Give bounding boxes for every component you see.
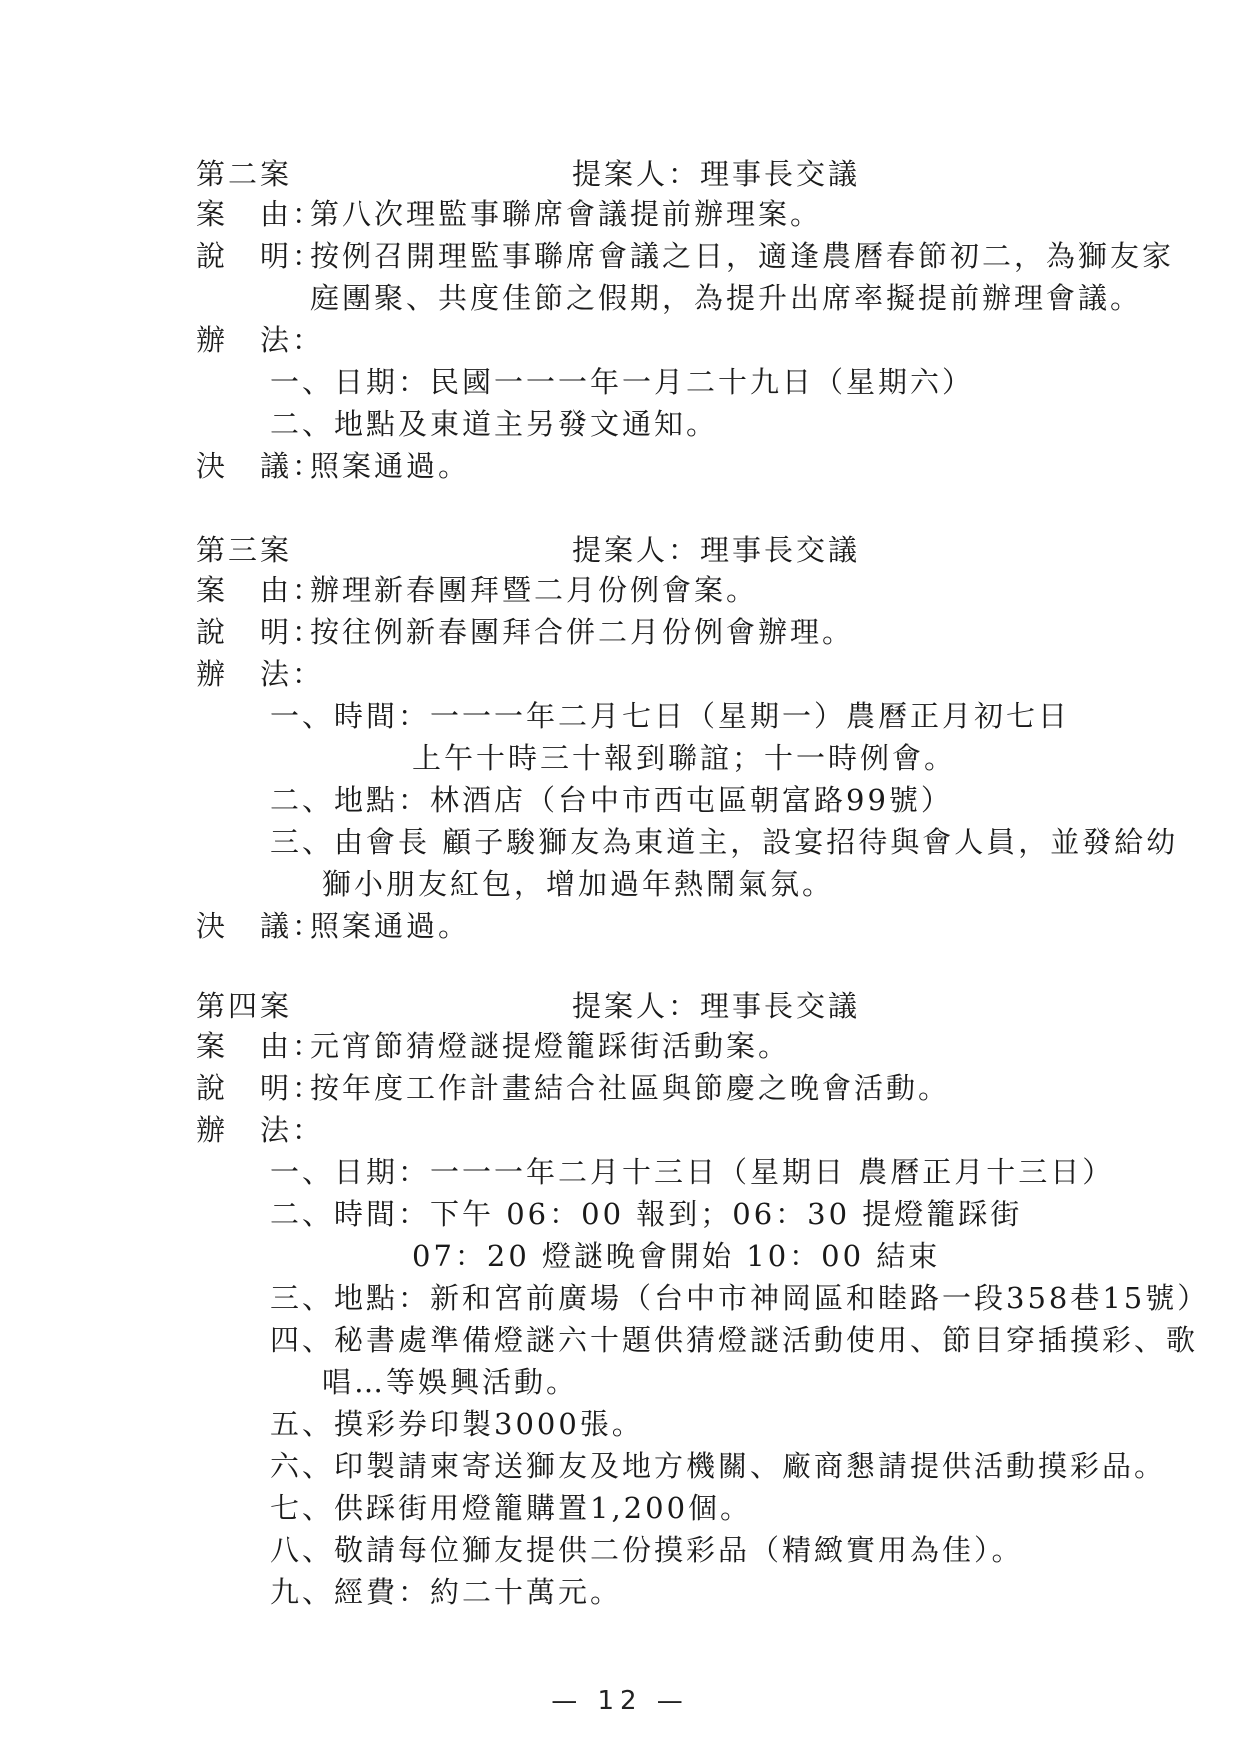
method-item xyxy=(0,1280,1240,1316)
resolution-label: 決 議： xyxy=(196,449,325,483)
case-3-reason xyxy=(0,572,1240,608)
case-2-resolution xyxy=(0,448,1240,484)
case-2-method xyxy=(0,322,1240,358)
method-item-text: 七、供踩街用燈籠購置1,200個。 xyxy=(270,1491,753,1525)
reason-text: 辦理新春團拜暨二月份例會案。 xyxy=(310,573,759,607)
explain-text: 按年度工作計畫結合社區與節慶之晚會活動。 xyxy=(310,1071,951,1105)
reason-label: 案 由： xyxy=(196,1029,325,1063)
method-item-cont xyxy=(0,740,1240,776)
method-label: 辦 法： xyxy=(196,657,325,691)
case-3-method xyxy=(0,656,1240,692)
case-title: 第二案 xyxy=(196,157,293,191)
explain-label: 說 明： xyxy=(196,615,325,649)
method-item xyxy=(0,1196,1240,1232)
case-4-explain xyxy=(0,1070,1240,1106)
explain-text: 按例召開理監事聯席會議之日，適逢農曆春節初二，為獅友家 xyxy=(310,239,1175,273)
method-item-text: 一、日期：一一一年二月十三日（星期日 農曆正月十三日） xyxy=(270,1155,1115,1189)
method-item xyxy=(0,1490,1240,1526)
page-number: — 12 — xyxy=(551,1686,689,1716)
method-item-text: 四、秘書處準備燈謎六十題供猜燈謎活動使用、節目穿插摸彩、歌 xyxy=(270,1323,1199,1357)
method-item xyxy=(0,1322,1240,1358)
case-proposer: 提案人：理事長交議 xyxy=(572,157,861,191)
reason-label: 案 由： xyxy=(196,573,325,607)
explain-text: 庭團聚、共度佳節之假期，為提升出席率擬提前辦理會議。 xyxy=(310,281,1143,315)
resolution-label: 決 議： xyxy=(196,909,325,943)
explain-label: 說 明： xyxy=(196,1071,325,1105)
method-item xyxy=(0,698,1240,734)
method-item xyxy=(0,1448,1240,1484)
resolution-text: 照案通過。 xyxy=(310,449,471,483)
method-item xyxy=(0,406,1240,442)
method-label: 辦 法： xyxy=(196,1113,325,1147)
method-item-text: 二、地點：林酒店（台中市西屯區朝富路99號） xyxy=(270,783,953,817)
method-item xyxy=(0,782,1240,818)
method-item-text: 07：20 燈謎晚會開始 10：00 結束 xyxy=(412,1239,941,1273)
method-item-text: 唱…等娛興活動。 xyxy=(322,1365,579,1399)
method-item-text: 八、敬請每位獅友提供二份摸彩品（精緻實用為佳）。 xyxy=(270,1533,1024,1567)
method-item-text: 三、地點：新和宮前廣場（台中市神岡區和睦路一段358巷15號） xyxy=(270,1281,1210,1315)
case-4-reason xyxy=(0,1028,1240,1064)
case-proposer: 提案人：理事長交議 xyxy=(572,989,861,1023)
case-title: 第三案 xyxy=(196,533,293,567)
method-item-text: 三、由會長 顧子駿獅友為東道主，設宴招待與會人員，並發給幼 xyxy=(270,825,1179,859)
method-item-cont xyxy=(0,1364,1240,1400)
case-3-resolution xyxy=(0,908,1240,944)
case-4-header xyxy=(0,988,1240,1024)
method-item-text: 五、摸彩券印製3000張。 xyxy=(270,1407,644,1441)
method-item xyxy=(0,824,1240,860)
explain-label: 說 明： xyxy=(196,239,325,273)
case-2-explain-cont xyxy=(0,280,1240,316)
method-label: 辦 法： xyxy=(196,323,325,357)
method-item xyxy=(0,1406,1240,1442)
method-item-cont xyxy=(0,866,1240,902)
method-item-text: 一、日期：民國一一一年一月二十九日（星期六） xyxy=(270,365,975,399)
method-item-text: 九、經費：約二十萬元。 xyxy=(270,1575,623,1609)
case-2-explain xyxy=(0,238,1240,274)
case-3-explain xyxy=(0,614,1240,650)
method-item xyxy=(0,1154,1240,1190)
explain-text: 按往例新春團拜合併二月份例會辦理。 xyxy=(310,615,855,649)
case-4-method xyxy=(0,1112,1240,1148)
method-item xyxy=(0,364,1240,400)
case-3-header xyxy=(0,532,1240,568)
reason-text: 元宵節猜燈謎提燈籠踩街活動案。 xyxy=(310,1029,791,1063)
case-title: 第四案 xyxy=(196,989,293,1023)
reason-text: 第八次理監事聯席會議提前辦理案。 xyxy=(310,197,823,231)
method-item xyxy=(0,1574,1240,1610)
method-item-text: 二、時間：下午 06：00 報到；06：30 提燈籠踩街 xyxy=(270,1197,1023,1231)
method-item-text: 獅小朋友紅包，增加過年熱鬧氣氛。 xyxy=(322,867,835,901)
method-item-cont xyxy=(0,1238,1240,1274)
reason-label: 案 由： xyxy=(196,197,325,231)
case-2-header xyxy=(0,156,1240,192)
method-item xyxy=(0,1532,1240,1568)
method-item-text: 一、時間：一一一年二月七日（星期一）農曆正月初七日 xyxy=(270,699,1071,733)
method-item-text: 六、印製請柬寄送獅友及地方機關、廠商懇請提供活動摸彩品。 xyxy=(270,1449,1167,1483)
method-item-text: 上午十時三十報到聯誼；十一時例會。 xyxy=(412,741,957,775)
resolution-text: 照案通過。 xyxy=(310,909,471,943)
case-2-reason xyxy=(0,196,1240,232)
case-proposer: 提案人：理事長交議 xyxy=(572,533,861,567)
method-item-text: 二、地點及東道主另發文通知。 xyxy=(270,407,719,441)
